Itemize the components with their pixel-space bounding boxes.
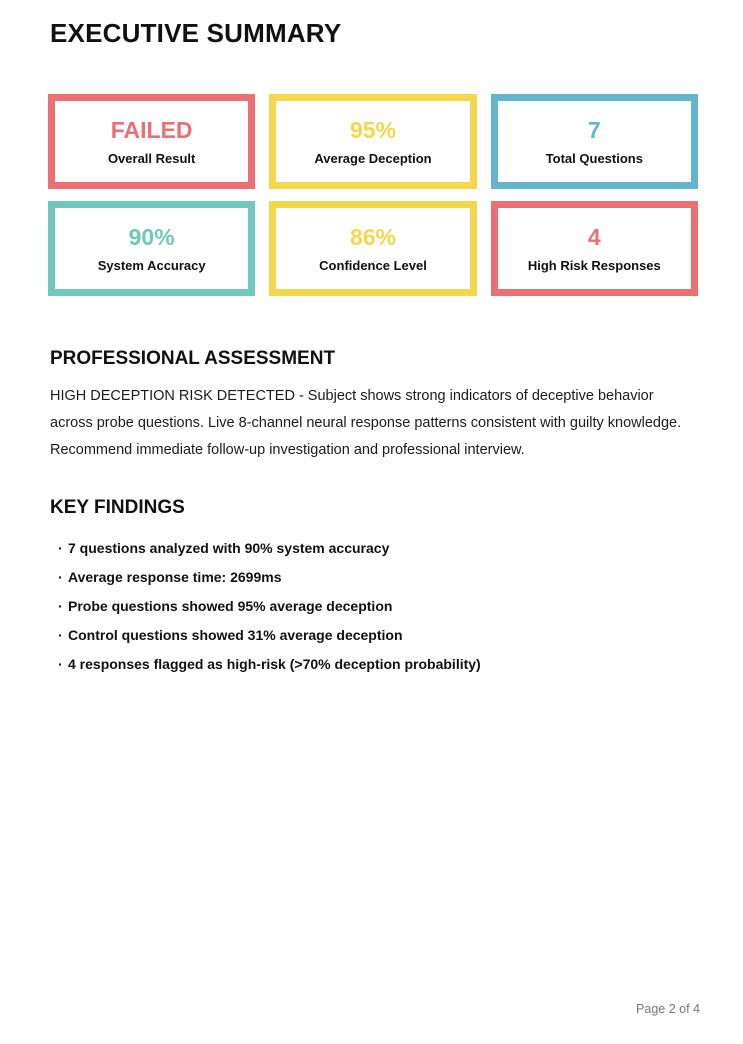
stat-value: FAILED <box>110 116 193 143</box>
finding-item: · Probe questions showed 95% average deception <box>68 599 698 613</box>
stat-label: Total Questions <box>545 150 643 166</box>
stat-label: Overall Result <box>107 150 196 166</box>
stat-label: Average Deception <box>314 150 432 166</box>
finding-item: · 7 questions analyzed with 90% system accuracy <box>68 541 698 555</box>
finding-item: · Control questions showed 31% average deception <box>68 628 698 642</box>
page-footer: Page 2 of 4 <box>636 1002 700 1016</box>
key-findings-heading: KEY FINDINGS <box>50 497 185 518</box>
page-title: EXECUTIVE SUMMARY <box>50 18 342 48</box>
stat-card-total-questions <box>491 94 698 189</box>
stat-card-average-deception <box>269 94 476 189</box>
stat-label: System Accuracy <box>97 257 206 273</box>
finding-item: · 4 responses flagged as high-risk (>70% deception probability) <box>68 657 698 671</box>
stat-card-overall-result <box>48 94 255 189</box>
key-findings-list <box>50 541 698 671</box>
stat-value: 95% <box>349 116 397 143</box>
stat-label: High Risk Responses <box>527 257 661 273</box>
stat-card-high-risk-responses <box>491 201 698 296</box>
stats-grid <box>48 94 698 296</box>
stat-value: 86% <box>349 223 397 250</box>
stat-value: 90% <box>128 223 175 250</box>
stat-value: 4 <box>587 223 601 250</box>
stat-value: 7 <box>587 116 601 143</box>
assessment-body: HIGH DECEPTION RISK DETECTED - Subject shows strong indicators of deceptive behavior across probe questions. Live 8-channel neural response patterns consistent with guilty knowledge. Recommend immediate follow-up investigation and professional interview. <box>50 388 682 458</box>
stat-label: Confidence Level <box>319 257 427 273</box>
stat-card-system-accuracy <box>48 201 255 296</box>
assessment-heading: PROFESSIONAL ASSESSMENT <box>50 348 336 369</box>
stat-card-confidence-level <box>269 201 476 296</box>
finding-item: · Average response time: 2699ms <box>68 570 698 584</box>
